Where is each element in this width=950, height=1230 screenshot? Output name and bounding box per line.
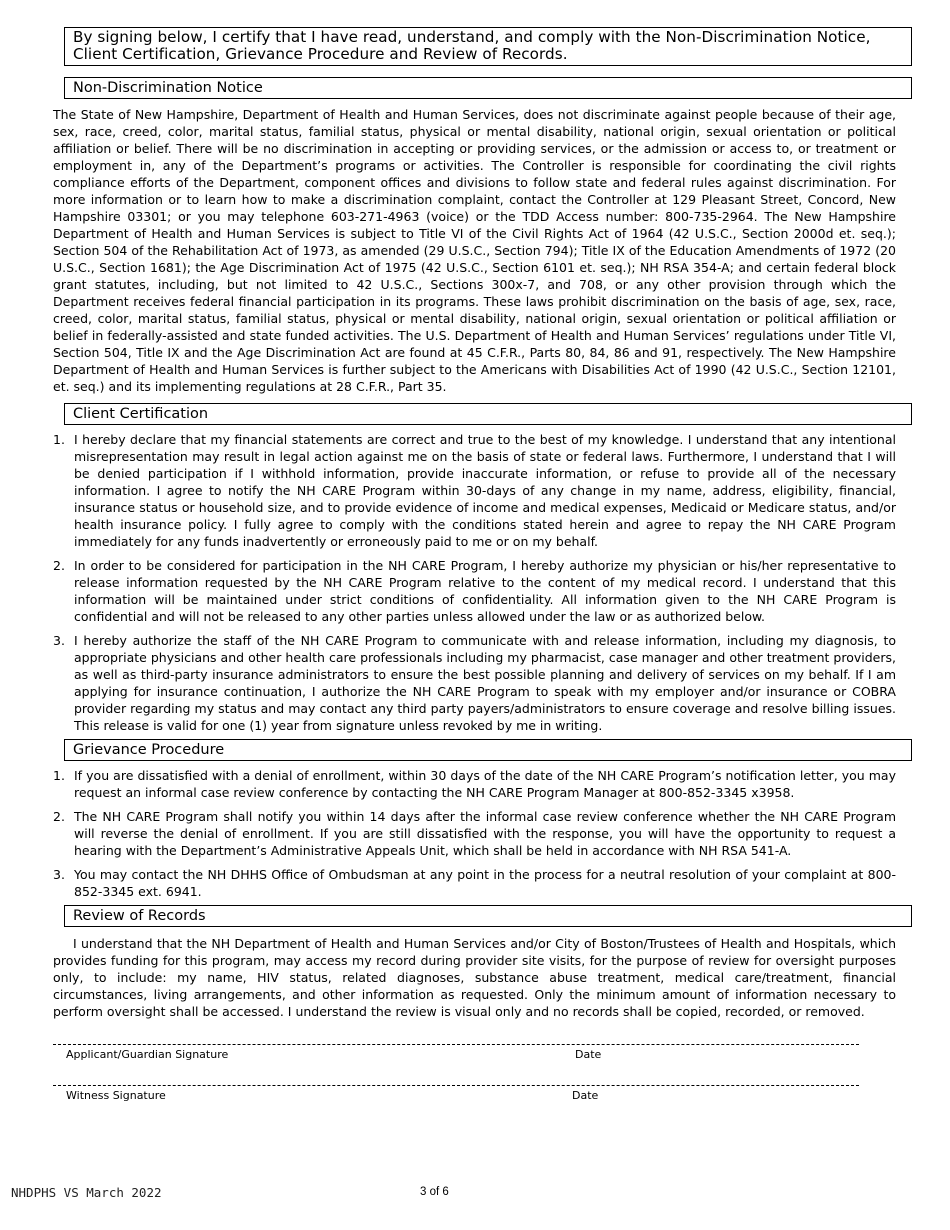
certification-statement: By signing below, I certify that I have read, understand, and comply with the Non-Discrimination Notice, Client Certification, Grievance Procedure and Review of Records. <box>64 27 912 66</box>
section-header-client-certification: Client Certification <box>64 403 912 425</box>
list-item-text: I hereby authorize the staff of the NH CARE Program to communicate with and release information, including my diagnosis, to appropriate physicians and other health care professionals including my pharmacist, case manager and other treatment providers, as well as third-party insurance administrators to ensure the best possible planning and delivery of services on my behalf. If I am applying for insurance continuation, I authorize the NH CARE Program to speak with my employer and/or insurance or COBRA provider regarding my status and may contact any third party payers/administrators to ensure coverage and resolve billing issues. This release is valid for one (1) year from signature unless revoked by me in writing. <box>74 633 896 733</box>
list-item-text: I hereby declare that my financial statements are correct and true to the best of my knowledge. I understand that any intentional misrepresentation may result in legal action against me on the basis of state or federal laws. Furthermore, I understand that I will be denied participation if I withhold information, provide inaccurate information, or refuse to provide all of the necessary information. I agree to notify the NH CARE Program within 30-days of any change in my name, address, eligibility, financial, insurance status or household size, and to provide evidence of income and medical expenses, Medicaid or Medicare status, and/or health insurance policy. I fully agree to comply with the conditions stated herein and agree to repay the NH CARE Program immediately for any funds inadvertently or erroneously paid to me or on my behalf. <box>74 432 896 549</box>
witness-date-label: Date <box>572 1089 599 1102</box>
page-number: 3 of 6 <box>420 1186 449 1198</box>
review-of-records-body: I understand that the NH Department of Health and Human Services and/or City of Boston/Trustees of Health and Hospitals, which provides funding for this program, may access my record during provider site visits, for the purpose of review for oversight purposes only, to include: my name, HIV status, related diagnoses, substance abuse treatment, medical care/treatment, financial circumstances, living arrangements, and other information as requested. Only the minimum amount of information necessary to perform oversight shall be accessed. I understand the review is visual only and no records shall be copied, recorded, or removed. <box>53 936 896 1019</box>
section-header-review-of-records: Review of Records <box>64 905 912 927</box>
list-item-number: 2. <box>53 558 65 573</box>
applicant-signature-line[interactable] <box>53 1044 859 1045</box>
non-discrimination-body: The State of New Hampshire, Department of Health and Human Services, does not discriminate against people because of their age, sex, race, creed, color, marital status, familial status, physical or mental disability, national origin, sexual orientation or political affiliation or belief. There will be no discrimination in accepting or providing services, or the admission or access to, or treatment or employment in, any of the Department’s programs or activities. The Controller is responsible for coordinating the civil rights compliance efforts of the Department, component offices and divisions to follow state and federal rules against discrimination. For more information or to learn how to make a discrimination complaint, contact the Controller at 129 Pleasant Street, Concord, New Hampshire 03301; or you may telephone 603-271-4963 (voice) or the TDD Access number: 800-735-2964. The New Hampshire Department of Health and Human Services is subject to Title VI of the Civil Rights Act of 1964 (42 U.S.C., Section 2000d et. seq.); Section 504 of the Rehabilitation Act of 1973, as amended (29 U.S.C., Section 794); Title IX of the Education Amendments of 1972 (20 U.S.C., Section 1681); the Age Discrimination Act of 1975 (42 U.S.C., Section 6101 et. seq.); NH RSA 354-A; and certain federal block grant statutes, including, but not limited to 42 U.S.C., Sections 300x-7, and 708, or any other provision through which the Department receives federal financial participation in its programs. These laws prohibit discrimination on the basis of age, sex, race, creed, color, marital status, familial status, physical or mental disability, national origin, sexual orientation or political affiliation or belief in federally-assisted and state funded activities. The U.S. Department of Health and Human Services’ regulations under Title VI, Section 504, Title IX and the Age Discrimination Act are found at 45 C.F.R., Parts 80, 84, 86 and 91, respectively. The New Hampshire Department of Health and Human Services is further subject to the Americans with Disabilities Act of 1990 (42 U.S.C., Section 12101, et. seq.) and its implementing regulations at 28 C.F.R., Part 35. <box>53 107 896 394</box>
list-item <box>53 767 896 801</box>
grievance-list <box>53 767 896 900</box>
applicant-date-label: Date <box>575 1048 602 1061</box>
list-item-text: The NH CARE Program shall notify you within 14 days after the informal case review conference whether the NH CARE Program will reverse the denial of enrollment. If you are still dissatisfied with the response, you will have the opportunity to request a hearing with the Department’s Administrative Appeals Unit, which shall be held in accordance with NH RSA 541-A. <box>74 809 896 858</box>
list-item <box>53 431 896 550</box>
list-item-number: 3. <box>53 867 65 882</box>
list-item-text: If you are dissatisfied with a denial of enrollment, within 30 days of the date of the NH CARE Program’s notification letter, you may request an informal case review conference by contacting the NH CARE Program Manager at 800-852-3345 x3958. <box>74 768 896 800</box>
list-item-number: 1. <box>53 432 65 447</box>
list-item-text: You may contact the NH DHHS Office of Ombudsman at any point in the process for a neutral resolution of your complaint at 800-852-3345 ext. 6941. <box>74 867 896 899</box>
list-item-number: 2. <box>53 809 65 824</box>
section-header-grievance: Grievance Procedure <box>64 739 912 761</box>
applicant-signature-label: Applicant/Guardian Signature <box>66 1048 229 1061</box>
list-item <box>53 808 896 859</box>
section-header-non-discrimination: Non-Discrimination Notice <box>64 77 912 99</box>
list-item-text: In order to be considered for participation in the NH CARE Program, I hereby authorize my physician or his/her representative to release information requested by the NH CARE Program relative to the content of my medical record. I understand that this information will be maintained under strict conditions of confidentiality. All information given to the NH CARE Program is confidential and will not be released to any other parties unless allowed under the law or as authorized below. <box>74 558 896 624</box>
list-item-number: 1. <box>53 768 65 783</box>
form-id: NHDPHS VS March 2022 <box>11 1185 162 1200</box>
witness-signature-line[interactable] <box>53 1085 859 1086</box>
list-item <box>53 557 896 625</box>
client-certification-list <box>53 431 896 734</box>
list-item <box>53 632 896 734</box>
list-item-number: 3. <box>53 633 65 648</box>
witness-signature-label: Witness Signature <box>66 1089 166 1102</box>
list-item <box>53 866 896 900</box>
